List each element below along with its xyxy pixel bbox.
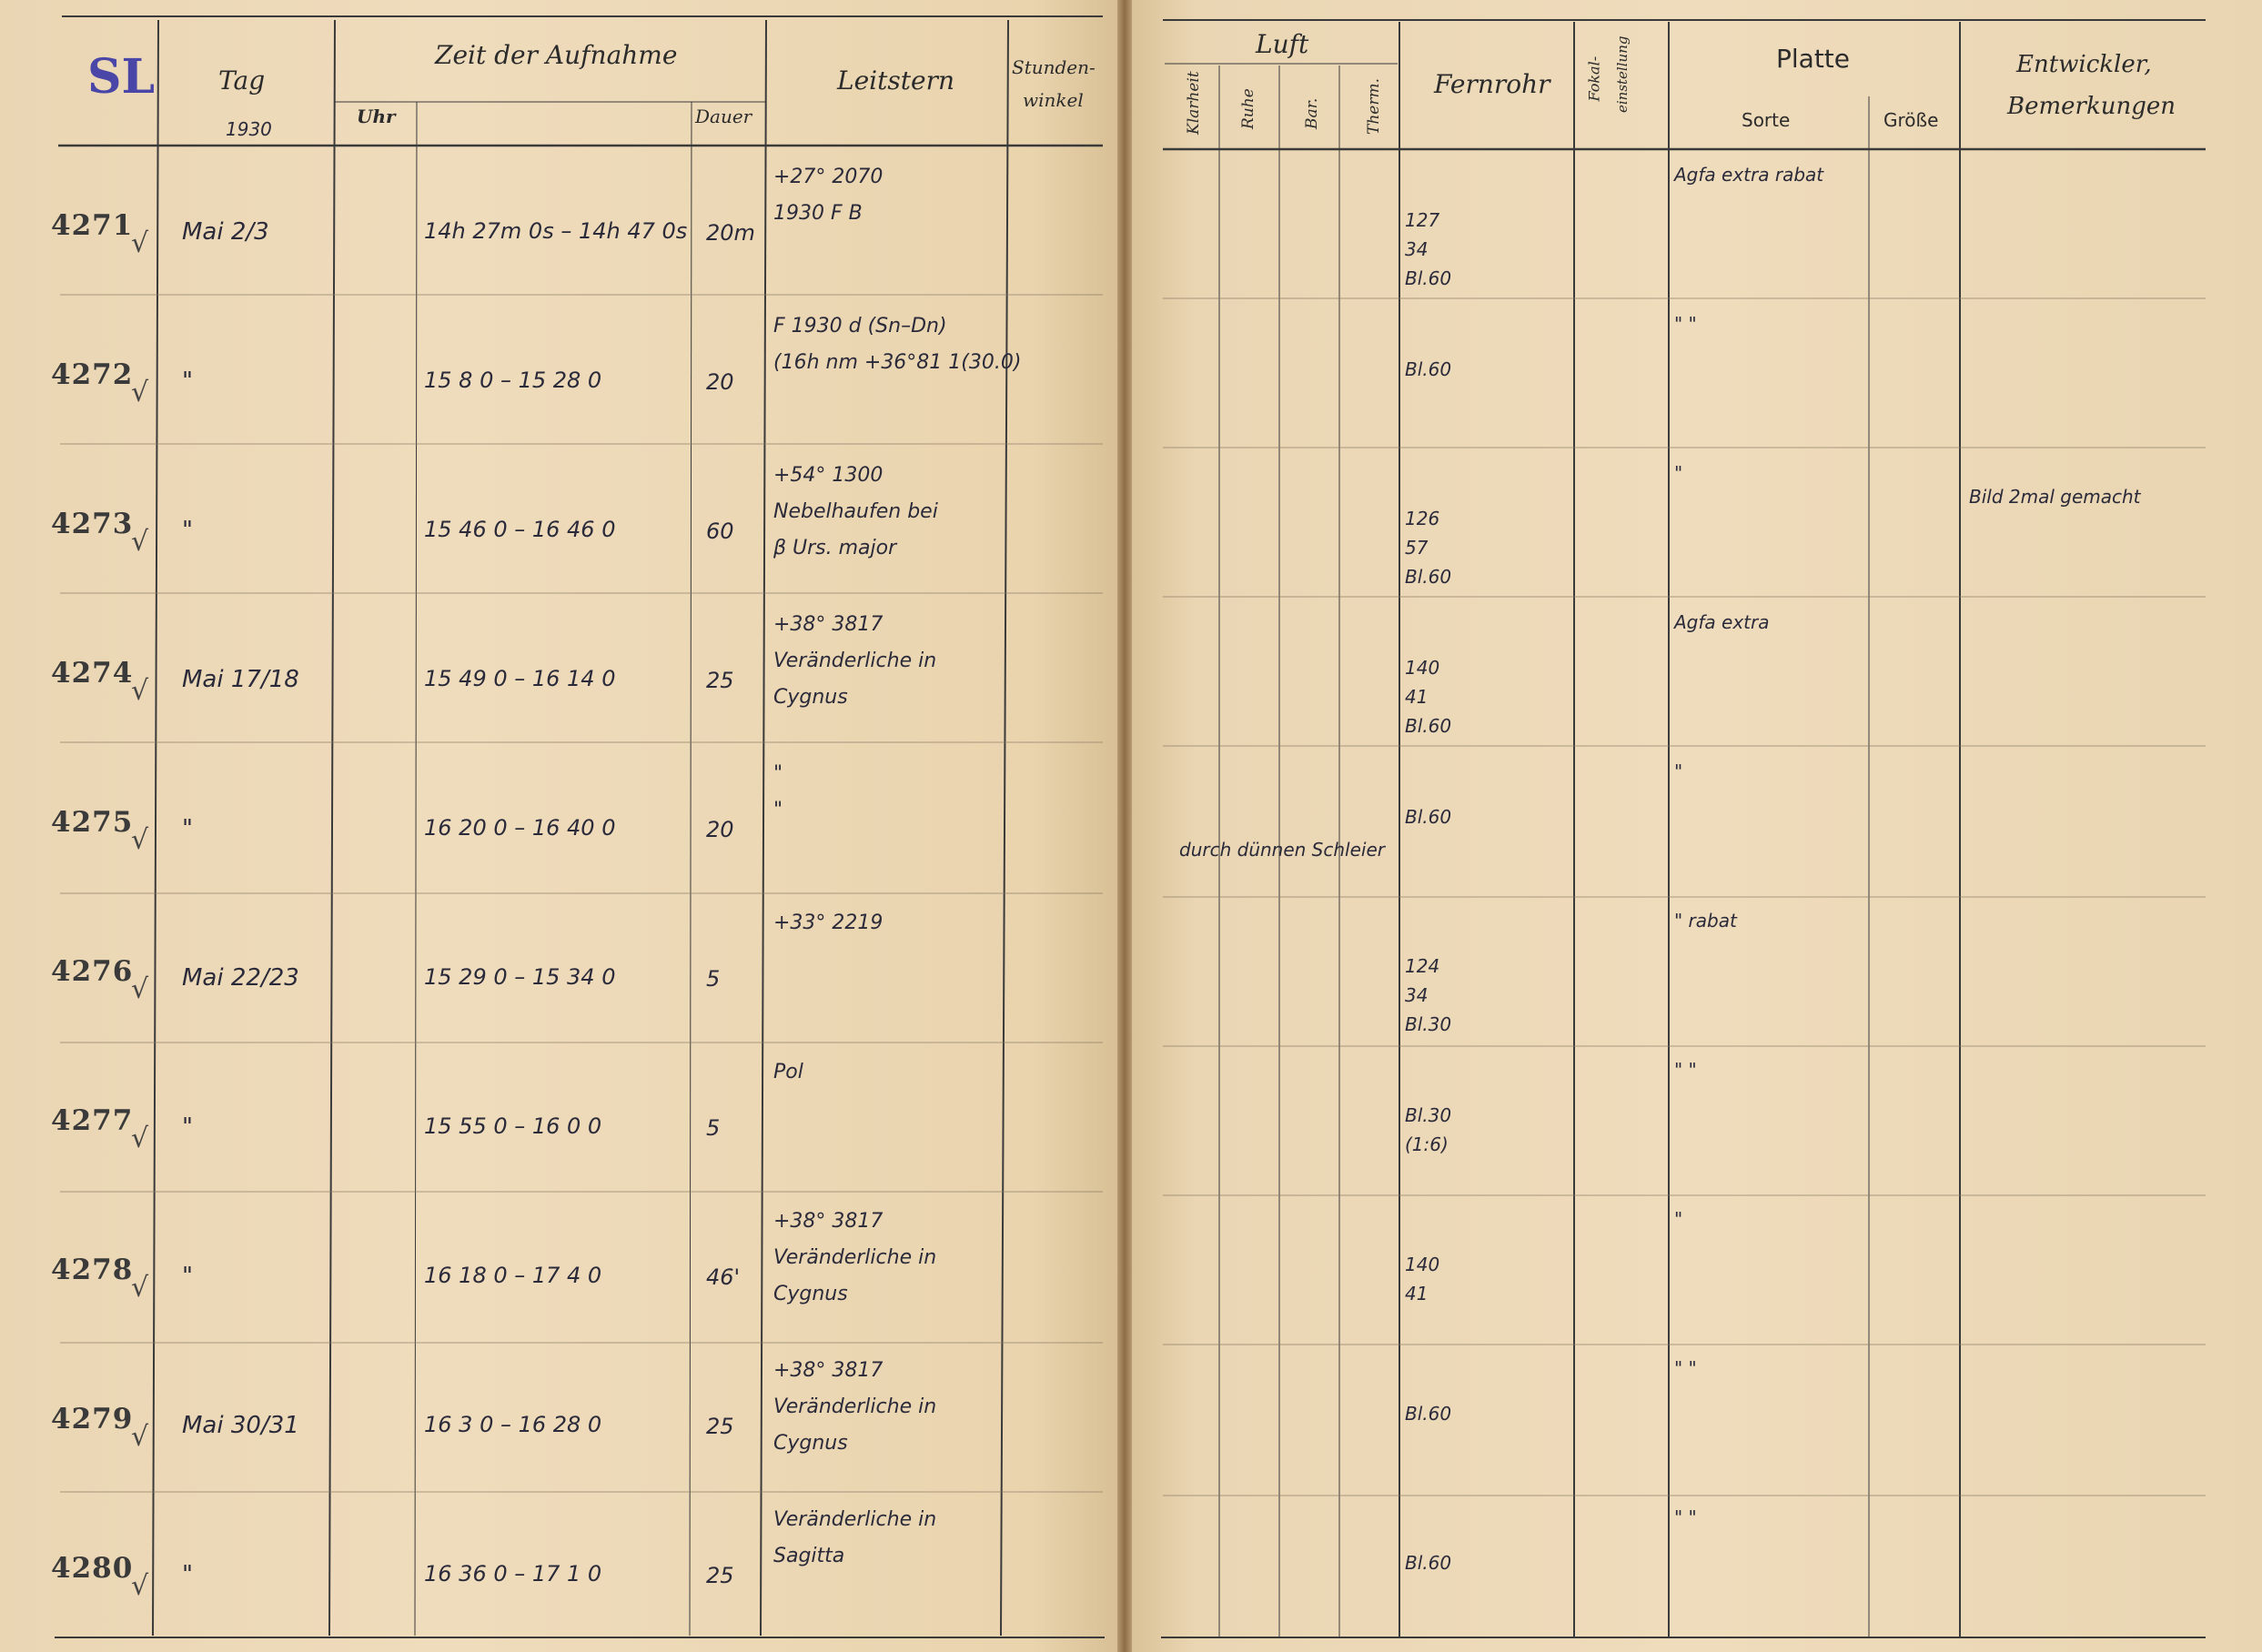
check-mark: √ <box>131 824 149 856</box>
header-fokal: Fokal- <box>1585 55 1603 102</box>
header-stunden: Stunden- <box>1012 56 1096 78</box>
row-fernrohr: Bl.60 <box>1405 715 1452 737</box>
row-zeit: 15 55 0 – 16 0 0 <box>424 1113 602 1139</box>
header-uhr: Uhr <box>357 106 396 127</box>
row-zeit: 16 20 0 – 16 40 0 <box>424 815 616 841</box>
check-mark: √ <box>131 1570 149 1602</box>
row-leitstern: Veränderliche in <box>773 1508 937 1531</box>
header-groesse: Größe <box>1883 109 1939 131</box>
row-leitstern: +38° 3817 <box>773 613 884 636</box>
row-fernrohr: (1:6) <box>1405 1133 1449 1155</box>
header-fokal-einstellung: einstellung <box>1614 35 1631 113</box>
row-dauer: 25 <box>706 668 734 693</box>
check-mark: √ <box>131 675 149 707</box>
row-leitstern: Veränderliche in <box>773 650 937 672</box>
header-fernrohr: Fernrohr <box>1434 69 1550 99</box>
row-leitstern: Nebelhaufen bei <box>773 500 938 523</box>
row-number: 4279 <box>51 1403 134 1435</box>
row-fernrohr: 127 <box>1405 209 1440 231</box>
header-bemerkungen: Bemerkungen <box>2007 93 2176 120</box>
row-zeit: 15 46 0 – 16 46 0 <box>424 517 616 542</box>
row-fernrohr: Bl.60 <box>1405 806 1452 828</box>
row-leitstern: Cygnus <box>773 1432 848 1455</box>
header-ruhe: Ruhe <box>1239 88 1257 129</box>
row-leitstern: Veränderliche in <box>773 1395 937 1418</box>
row-zeit: 14h 27m 0s – 14h 47 0s <box>424 218 688 244</box>
row-leitstern: 1930 F B <box>773 202 863 225</box>
check-mark: √ <box>131 973 149 1005</box>
row-fernrohr: Bl.60 <box>1405 358 1452 380</box>
row-platte: " rabat <box>1674 910 1737 932</box>
row-leitstern: Cygnus <box>773 686 848 709</box>
check-mark: √ <box>131 227 149 259</box>
header-leitstern: Leitstern <box>837 65 954 96</box>
row-platte: Agfa extra rabat <box>1674 164 1824 186</box>
header-year-note: 1930 <box>226 118 272 140</box>
row-zeit: 15 29 0 – 15 34 0 <box>424 964 616 990</box>
row-tag: " <box>182 368 193 395</box>
row-dauer: 46' <box>706 1264 741 1290</box>
row-leitstern: " <box>773 762 783 785</box>
row-tag: Mai 17/18 <box>182 666 299 693</box>
library-stamp: SL <box>87 49 156 105</box>
header-platte: Platte <box>1776 44 1851 74</box>
row-platte: " " <box>1674 313 1697 335</box>
row-leitstern: F 1930 d (Sn–Dn) <box>773 315 947 337</box>
row-fernrohr: Bl.30 <box>1405 1013 1452 1035</box>
row-tag: " <box>182 1561 193 1588</box>
row-leitstern: +38° 3817 <box>773 1210 884 1233</box>
row-leitstern: β Urs. major <box>773 537 897 559</box>
row-fernrohr: Bl.60 <box>1405 566 1452 588</box>
row-leitstern: +33° 2219 <box>773 912 884 934</box>
row-fernrohr: 140 <box>1405 1254 1440 1275</box>
row-zeit: 16 36 0 – 17 1 0 <box>424 1561 602 1587</box>
row-tag: Mai 22/23 <box>182 964 299 992</box>
row-zeit: 16 18 0 – 17 4 0 <box>424 1263 602 1288</box>
row-fernrohr: 57 <box>1405 537 1429 559</box>
header-bar: Bar. <box>1303 97 1321 129</box>
check-mark: √ <box>131 377 149 408</box>
row-fernrohr: 126 <box>1405 508 1440 529</box>
row-fernrohr: Bl.60 <box>1405 1403 1452 1425</box>
row-fernrohr: 41 <box>1405 1283 1429 1304</box>
row-fernrohr: 34 <box>1405 984 1429 1006</box>
row-number: 4278 <box>51 1254 134 1286</box>
row-leitstern: Veränderliche in <box>773 1246 937 1269</box>
row-tag: " <box>182 1263 193 1290</box>
header-therm: Therm. <box>1365 78 1383 135</box>
row-platte: " " <box>1674 1059 1697 1081</box>
row-fernrohr: Bl.30 <box>1405 1104 1452 1126</box>
row-platte: " " <box>1674 1357 1697 1379</box>
row-dauer: 20 <box>706 817 734 842</box>
row-fernrohr: 34 <box>1405 238 1429 260</box>
row-platte: " <box>1674 462 1683 484</box>
row-dauer: 25 <box>706 1414 734 1439</box>
row-dauer: 20m <box>706 220 755 246</box>
row-zeit: 16 3 0 – 16 28 0 <box>424 1412 602 1437</box>
row-number: 4274 <box>51 657 134 690</box>
row-dauer: 60 <box>706 519 734 544</box>
check-mark: √ <box>131 1272 149 1304</box>
row-leitstern: +54° 1300 <box>773 464 884 487</box>
row-number: 4272 <box>51 358 134 391</box>
row-number: 4280 <box>51 1552 134 1585</box>
row-leitstern: " <box>773 799 783 821</box>
row-fernrohr: Bl.60 <box>1405 267 1452 289</box>
row-leitstern: Pol <box>773 1061 803 1083</box>
row-tag: " <box>182 1113 193 1141</box>
check-mark: √ <box>131 1421 149 1453</box>
row-dauer: 20 <box>706 369 734 395</box>
row-leitstern: (16h nm +36°81 1(30.0) <box>773 351 1022 374</box>
header-winkel: winkel <box>1023 89 1084 111</box>
row-dauer: 5 <box>706 966 721 992</box>
check-mark: √ <box>131 526 149 558</box>
row-tag: Mai 2/3 <box>182 218 269 246</box>
header-tag: Tag <box>218 65 266 96</box>
row-platte: Agfa extra <box>1674 611 1770 633</box>
row-number: 4277 <box>51 1104 134 1137</box>
row-platte: " <box>1674 1208 1683 1230</box>
row-number: 4276 <box>51 955 134 988</box>
row-tag: " <box>182 815 193 842</box>
row-fernrohr: 124 <box>1405 955 1440 977</box>
row-fernrohr: 41 <box>1405 686 1429 708</box>
row-fernrohr: Bl.60 <box>1405 1552 1452 1574</box>
header-sorte: Sorte <box>1742 109 1791 131</box>
row-number: 4273 <box>51 508 134 540</box>
row-number: 4271 <box>51 209 134 242</box>
row-luft: durch dünnen Schleier <box>1179 839 1385 861</box>
header-zeit: Zeit der Aufnahme <box>435 40 678 70</box>
header-klarheit: Klarheit <box>1185 71 1203 135</box>
row-number: 4275 <box>51 806 134 839</box>
row-leitstern: +27° 2070 <box>773 166 884 188</box>
row-zeit: 15 8 0 – 15 28 0 <box>424 368 602 393</box>
row-platte: " " <box>1674 1506 1697 1528</box>
header-entwickler: Entwickler, <box>2016 51 2152 78</box>
row-leitstern: +38° 3817 <box>773 1359 884 1382</box>
header-luft: Luft <box>1256 29 1309 59</box>
row-bemerkung: Bild 2mal gemacht <box>1969 486 2141 508</box>
header-dauer: Dauer <box>695 106 752 127</box>
row-tag: Mai 30/31 <box>182 1412 299 1439</box>
row-tag: " <box>182 517 193 544</box>
row-leitstern: Cygnus <box>773 1283 848 1305</box>
check-mark: √ <box>131 1123 149 1154</box>
row-platte: " <box>1674 761 1683 782</box>
row-dauer: 5 <box>706 1115 721 1141</box>
row-leitstern: Sagitta <box>773 1545 845 1567</box>
row-zeit: 15 49 0 – 16 14 0 <box>424 666 616 691</box>
row-fernrohr: 140 <box>1405 657 1440 679</box>
row-dauer: 25 <box>706 1563 734 1588</box>
